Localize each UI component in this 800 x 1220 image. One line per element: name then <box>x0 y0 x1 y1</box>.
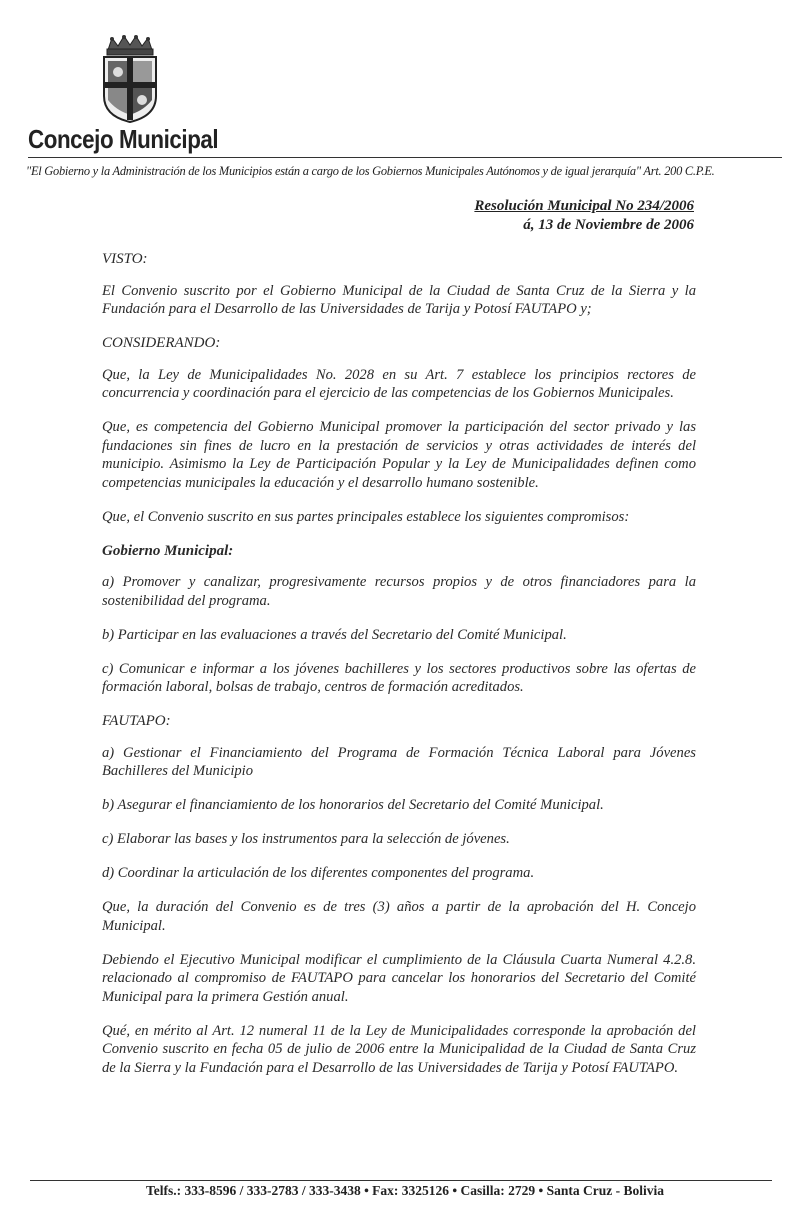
gobierno-item-a: a) Promover y canalizar, progresivamente recursos propios y de otros financiadores para la sostenibilidad del programa. <box>102 574 696 609</box>
fautapo-item-c: c) Elaborar las bases y los instrumentos para la selección de jóvenes. <box>102 831 510 847</box>
footer-contact: Telfs.: 333-8596 / 333-2783 / 333-3438 • Fax: 3325126 • Casilla: 2729 • Santa Cruz - Bolivia <box>145 1183 665 1198</box>
duracion-paragraph: Que, la duración del Convenio es de tres (3) años a partir de la aprobación del H. Concejo Municipal. <box>102 899 696 934</box>
header-divider <box>28 157 782 158</box>
fautapo-heading: FAUTAPO: <box>102 713 171 729</box>
document-body <box>102 250 696 1093</box>
gobierno-item-c: c) Comunicar e informar a los jóvenes bachilleres y los sectores productivos sobre las ofertas de formación laboral, bolsas de trabajo, centros de formación acreditados. <box>102 660 696 695</box>
coat-of-arms-icon <box>100 34 160 126</box>
considerando-heading: CONSIDERANDO: <box>102 335 221 351</box>
resolution-date: á, 13 de Noviembre de 2006 <box>523 217 694 233</box>
fautapo-item-d: d) Coordinar la articulación de los diferentes componentes del programa. <box>102 865 535 881</box>
visto-paragraph: El Convenio suscrito por el Gobierno Municipal de la Ciudad de Santa Cruz de la Sierra y la Fundación para el Desarrollo de las Universidades de Tarija y Potosí FAUTAPO y; <box>102 282 696 317</box>
considerando-paragraph-3: Que, el Convenio suscrito en sus partes principales establece los siguientes compromisos: <box>102 508 630 525</box>
visto-heading: VISTO: <box>102 251 148 267</box>
organization-name: Concejo Municipal <box>28 124 219 154</box>
resolution-number: Resolución Municipal No 234/2006 <box>474 198 694 214</box>
header-motto: "El Gobierno y la Administración de los Municipios están a cargo de los Gobiernos Municipales Autónomos y de igual jerarquía" Art. 200 C.P.E. <box>26 164 715 178</box>
merito-paragraph: Qué, en mérito al Art. 12 numeral 11 de la Ley de Municipalidades corresponde la aprobación del Convenio suscrito en fecha 05 de julio de 2006 entre la Municipalidad de la Ciudad de Santa Cruz de la Sierra y la Fundación para el Desarrollo de las Universidades de Tarija y Potosí FAUTAPO. <box>102 1022 696 1076</box>
debiendo-paragraph: Debiendo el Ejecutivo Municipal modificar el cumplimiento de la Cláusula Cuarta Numeral 4.2.8. relacionado al compromiso de FAUTAPO para cancelar los honorarios del Secretario del Comité Municipal para la primera Gestión anual. <box>102 951 696 1005</box>
gobierno-municipal-heading: Gobierno Municipal: <box>102 542 234 559</box>
considerando-paragraph-2: Que, es competencia del Gobierno Municipal promover la participación del sector privado y las fundaciones sin fines de lucro en la prestación de servicios y otras actividades de interés del municipio. Asimismo la Ley de Participación Popular y la Ley de Municipalidades definen como competencias municipales la educación y el desarrollo humano sostenible. <box>102 419 696 491</box>
resolution-block <box>474 197 694 235</box>
fautapo-item-a: a) Gestionar el Financiamiento del Programa de Formación Técnica Laboral para Jóvenes Bachilleres del Municipio <box>102 744 696 779</box>
considerando-paragraph-1: Que, la Ley de Municipalidades No. 2028 en su Art. 7 establece los principios rectores de concurrencia y coordinación para el ejercicio de las competencias de los Gobiernos Municipales. <box>102 366 696 401</box>
footer-divider <box>30 1180 772 1181</box>
gobierno-item-b: b) Participar en las evaluaciones a través del Secretario del Comité Municipal. <box>102 626 567 643</box>
fautapo-item-b: b) Asegurar el financiamiento de los honorarios del Secretario del Comité Municipal. <box>102 797 604 813</box>
